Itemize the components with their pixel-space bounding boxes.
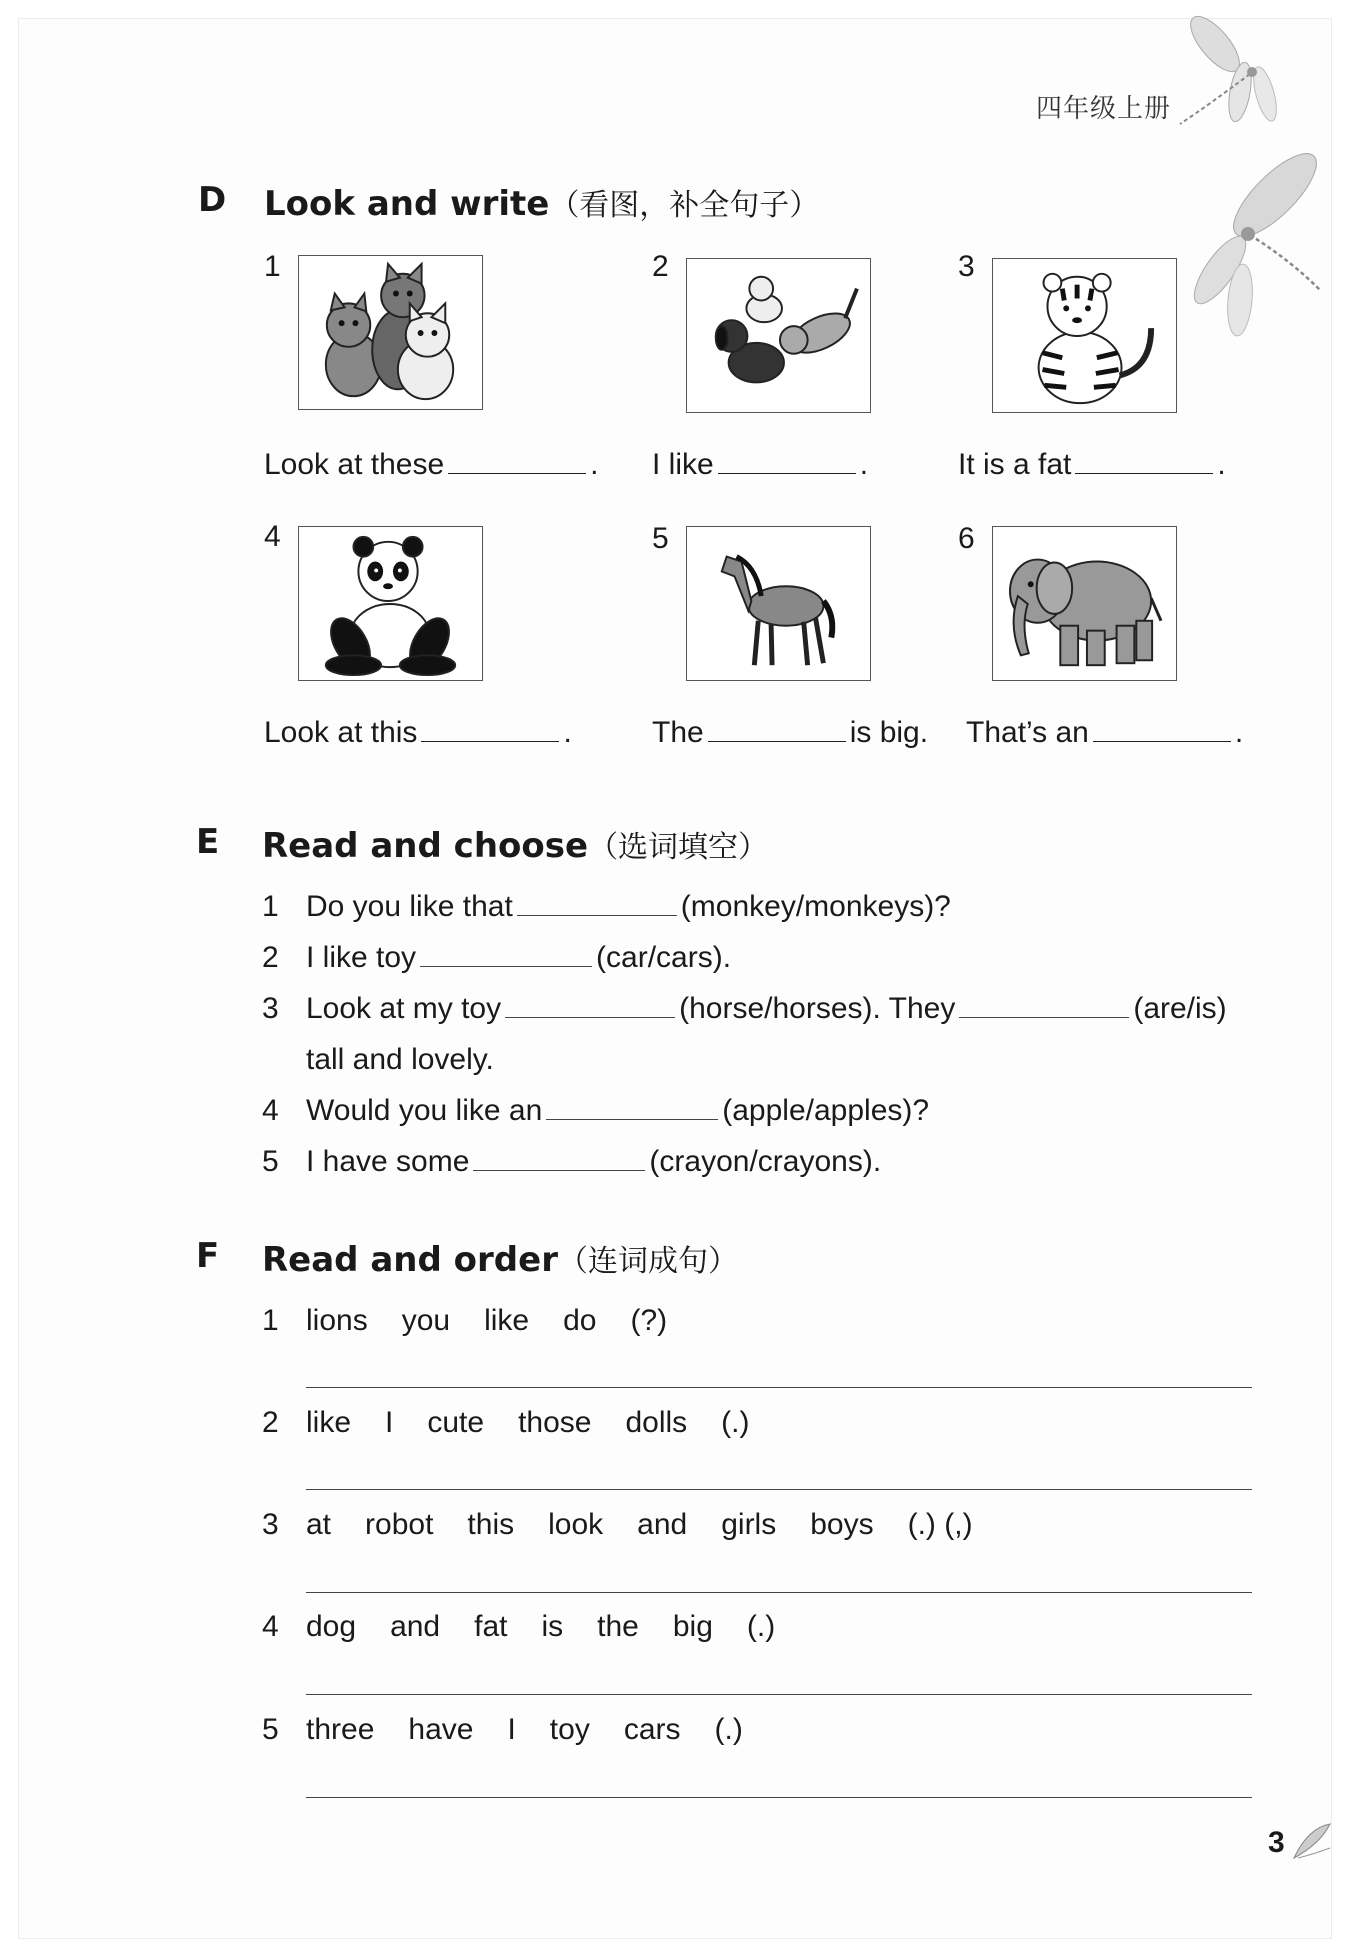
- e-item-options: (monkey/monkeys)?: [680, 890, 951, 923]
- d-item-number: 1: [264, 250, 281, 283]
- answer-line[interactable]: [306, 1592, 1252, 1593]
- f-word: I: [507, 1713, 516, 1746]
- dogs-picture: [686, 258, 871, 413]
- answer-line[interactable]: [306, 1797, 1252, 1798]
- answer-blank[interactable]: [1093, 740, 1231, 742]
- e-item-text: I like toy: [306, 941, 417, 974]
- d-sentence-6: [966, 716, 1243, 750]
- d-item-number: 6: [958, 522, 975, 555]
- d-item-number: 2: [652, 250, 669, 283]
- f-item-number: 4: [262, 1610, 279, 1643]
- elephant-picture: [992, 526, 1177, 681]
- leaf-icon: [1290, 1818, 1334, 1862]
- f-word: dog: [306, 1610, 357, 1643]
- f-word: cars: [623, 1713, 681, 1746]
- f-word: big: [672, 1610, 713, 1643]
- f-word: toy: [549, 1713, 590, 1746]
- d-sentence-text: Look at this: [264, 716, 418, 749]
- f-word: (.): [714, 1713, 743, 1746]
- f-word: is: [541, 1610, 564, 1643]
- section-e-title-cn: （选词填空）: [588, 831, 769, 864]
- section-d-title-en: Look and write: [264, 184, 550, 224]
- f-item-4: [262, 1610, 809, 1644]
- e-item-3: [262, 992, 1227, 1026]
- answer-blank[interactable]: [546, 1118, 718, 1120]
- f-word: the: [597, 1610, 639, 1643]
- f-word: (.) (,): [907, 1508, 973, 1541]
- d-item-number: 3: [958, 250, 975, 283]
- e-item-4: [262, 1094, 929, 1128]
- section-e-letter: E: [196, 822, 220, 862]
- e-item-text: tall and lovely.: [306, 1043, 494, 1076]
- f-word: at: [306, 1508, 332, 1541]
- f-word: have: [408, 1713, 474, 1746]
- f-word: three: [306, 1713, 375, 1746]
- answer-blank[interactable]: [473, 1169, 645, 1171]
- f-item-3: [262, 1508, 1007, 1542]
- d-sentence-text: I like: [652, 448, 714, 481]
- d-sentence-1: [264, 448, 598, 482]
- e-item-2: [262, 941, 731, 975]
- answer-line[interactable]: [306, 1489, 1252, 1490]
- d-sentence-end: .: [563, 716, 572, 749]
- answer-blank[interactable]: [718, 472, 856, 474]
- section-e-title: [262, 822, 768, 866]
- section-e-title-en: Read and choose: [262, 826, 589, 866]
- d-item-number: 4: [264, 520, 281, 553]
- e-item-number: 5: [262, 1145, 279, 1178]
- cats-picture: [298, 255, 483, 410]
- section-f-title: [262, 1236, 738, 1280]
- answer-blank[interactable]: [959, 1016, 1129, 1018]
- f-word: fat: [474, 1610, 508, 1643]
- d-sentence-end: .: [1217, 448, 1226, 481]
- d-sentence-text: It is a fat: [958, 448, 1072, 481]
- f-word: and: [637, 1508, 688, 1541]
- answer-blank[interactable]: [448, 472, 586, 474]
- e-item-text: Look at my toy: [306, 992, 502, 1025]
- f-word: dolls: [625, 1406, 688, 1439]
- page-number: 3: [1268, 1826, 1285, 1859]
- f-word: look: [548, 1508, 604, 1541]
- d-sentence-end: .: [1234, 716, 1244, 749]
- d-sentence-end: .: [859, 448, 869, 481]
- d-sentence-text: The: [652, 716, 704, 749]
- f-word: (.): [721, 1406, 750, 1439]
- section-d-title: [264, 180, 819, 224]
- e-item-number: 3: [262, 992, 279, 1025]
- f-item-number: 5: [262, 1713, 279, 1746]
- d-sentence-3: [958, 448, 1226, 482]
- d-sentence-text: That’s an: [966, 716, 1089, 749]
- e-item-number: 1: [262, 890, 279, 923]
- e-item-options: (horse/horses). They: [679, 992, 956, 1025]
- answer-blank[interactable]: [1075, 472, 1213, 474]
- section-f-title-en: Read and order: [262, 1240, 558, 1280]
- answer-blank[interactable]: [420, 965, 592, 967]
- f-word: robot: [365, 1508, 434, 1541]
- d-item-number: 5: [652, 522, 669, 555]
- d-sentence-text: Look at these: [264, 448, 445, 481]
- e-item-number: 4: [262, 1094, 279, 1127]
- d-sentence-end: .: [590, 448, 599, 481]
- f-item-number: 3: [262, 1508, 279, 1541]
- e-item-options: (apple/apples)?: [722, 1094, 930, 1127]
- answer-blank[interactable]: [708, 740, 846, 742]
- section-d-letter: D: [198, 180, 227, 220]
- f-item-1: [262, 1304, 701, 1338]
- d-sentence-2: [652, 448, 868, 482]
- d-sentence-5: [652, 716, 928, 750]
- e-item-text: Do you like that: [306, 890, 513, 923]
- f-item-number: 2: [262, 1406, 279, 1439]
- e-item-text: I have some: [306, 1145, 470, 1178]
- f-item-number: 1: [262, 1304, 279, 1337]
- f-item-2: [262, 1406, 784, 1440]
- answer-blank[interactable]: [517, 914, 677, 916]
- horse-picture: [686, 526, 871, 681]
- answer-line[interactable]: [306, 1387, 1252, 1388]
- panda-picture: [298, 526, 483, 681]
- e-item-options: (crayon/crayons).: [649, 1145, 882, 1178]
- dragonfly-top-icon: [1170, 14, 1290, 154]
- section-d-title-cn: （看图，补全句子）: [549, 189, 820, 222]
- answer-line[interactable]: [306, 1694, 1252, 1695]
- f-word: (?): [630, 1304, 668, 1337]
- f-item-5: [262, 1713, 777, 1747]
- e-item-1: [262, 890, 951, 924]
- e-item-options: (car/cars).: [596, 941, 732, 974]
- section-f-letter: F: [196, 1236, 220, 1276]
- f-word: this: [467, 1508, 515, 1541]
- f-word: you: [401, 1304, 451, 1337]
- f-word: girls: [721, 1508, 777, 1541]
- f-word: and: [390, 1610, 441, 1643]
- f-word: like: [306, 1406, 352, 1439]
- f-word: those: [518, 1406, 592, 1439]
- f-word: boys: [810, 1508, 874, 1541]
- f-word: like: [484, 1304, 530, 1337]
- tiger-picture: [992, 258, 1177, 413]
- dragonfly-side-icon: [1180, 140, 1330, 350]
- f-word: (.): [746, 1610, 776, 1643]
- f-word: do: [563, 1304, 597, 1337]
- d-sentence-end: is big.: [849, 716, 929, 749]
- e-item-text: Would you like an: [306, 1094, 543, 1127]
- section-f-title-cn: （连词成句）: [557, 1245, 738, 1278]
- e-item-number: 2: [262, 941, 279, 974]
- d-sentence-4: [264, 716, 572, 750]
- answer-blank[interactable]: [505, 1016, 675, 1018]
- e-item-5: [262, 1145, 881, 1179]
- e-item-options: (are/is): [1133, 992, 1227, 1025]
- grade-label: 四年级上册: [1036, 93, 1172, 123]
- f-word: I: [385, 1406, 394, 1439]
- e-item-3-continued: [262, 1043, 494, 1077]
- f-word: lions: [306, 1304, 368, 1337]
- answer-blank[interactable]: [421, 740, 559, 742]
- f-word: cute: [427, 1406, 485, 1439]
